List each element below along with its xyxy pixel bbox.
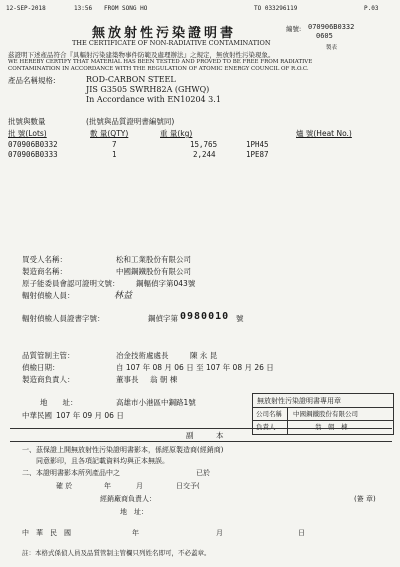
copy-roc-year: 年 bbox=[132, 529, 139, 537]
copy-confirm-label: 確 於 bbox=[56, 482, 73, 490]
copy-company-label: 經銷廠商負責人： bbox=[100, 495, 156, 503]
addr-value: 高雄市小港區中鋼路1號 bbox=[116, 398, 196, 407]
rep-name: 翁 朝 棟 bbox=[150, 375, 178, 384]
intro-en-2: CONTAMINATION IN ACCORDANCE WITH THE REGULATION OF ATOMIC ENERGY COUNCIL OF R.O.C. bbox=[8, 66, 309, 72]
lot-row-2-qty: 1 bbox=[112, 150, 117, 159]
lots-header-weight: 重 量(kg) bbox=[160, 129, 193, 138]
rep-label: 製造商負責人： bbox=[22, 375, 75, 384]
copy-section-title: 副 本 bbox=[186, 431, 224, 440]
copy-item1-b: 同意影印，且各項記載資料均與正本無誤。 bbox=[36, 457, 169, 465]
chief-value: 冶金技術處處長 bbox=[116, 351, 169, 360]
license-number: 0980010 bbox=[180, 311, 230, 322]
product-line1: ROD-CARBON STEEL bbox=[86, 75, 176, 84]
lot-row-1-qty: 7 bbox=[112, 140, 117, 149]
lots-header-qty: 數 量(QTY) bbox=[90, 129, 129, 138]
fax-from: FROM SONG HO bbox=[104, 5, 148, 12]
copy-roc-day: 日 bbox=[298, 529, 305, 537]
stamp-title: 無放射性污染證明書專用章 bbox=[257, 397, 341, 405]
copy-sign: (簽 章) bbox=[354, 495, 376, 503]
cert-no-line1: 070906B0332 bbox=[308, 23, 355, 31]
license-label: 輻射偵檢人員證書字號： bbox=[22, 314, 105, 323]
fax-time: 13:56 bbox=[74, 5, 93, 12]
lots-label: 批號與數量 bbox=[8, 117, 46, 126]
lot-row-1-weight: 15,765 bbox=[190, 140, 218, 149]
lot-row-2-heat: 1PE87 bbox=[246, 150, 269, 159]
copy-month: 月 bbox=[136, 482, 143, 490]
intro-cn: 茲證明下述產品符合『具輻射污染建築物事件防範及處理辦法』之規定，無放射性污染現象。 bbox=[8, 51, 275, 59]
chief-name: 陳 永 昆 bbox=[190, 351, 218, 360]
license-prefix: 鋼偵字第 bbox=[148, 314, 178, 323]
inspector-signature: 林益 bbox=[114, 291, 133, 301]
lot-row-2-lot: 070906B0333 bbox=[8, 150, 58, 159]
fax-date: 12-SEP-2018 bbox=[6, 5, 46, 12]
title-en: THE CERTIFICATE OF NON-RADIATIVE CONTAMINATION bbox=[72, 39, 271, 47]
council-value: 鋼輻偵字第043號 bbox=[136, 279, 196, 288]
stamp-company-label: 公司名稱 bbox=[256, 410, 282, 418]
license-suffix: 號 bbox=[236, 314, 244, 323]
date-value: 107 年 09 月 06 日 bbox=[56, 411, 124, 420]
maker-label: 製造商名稱： bbox=[22, 267, 67, 276]
cert-no-line2: 0605 bbox=[316, 32, 333, 40]
sub-right: 製表 bbox=[326, 45, 338, 51]
buyer-value: 松和工業股份有限公司 bbox=[116, 255, 191, 264]
section-divider-top bbox=[10, 428, 392, 429]
copy-year: 年 bbox=[104, 482, 111, 490]
period-value: 自 107 年 08 月 06 日 至 107 年 08 月 26 日 bbox=[116, 363, 274, 372]
copy-addr-label: 地 址： bbox=[120, 508, 148, 516]
chief-label: 品質管制主管： bbox=[22, 351, 75, 360]
cert-no-label: 編號: bbox=[286, 25, 302, 33]
footer-note: 註：本格式係偵人員及品質管制主管欄只列姓名即可，不必蓋章。 bbox=[22, 549, 211, 557]
title-cn: 無放射性污染證明書 bbox=[92, 26, 237, 41]
copy-item1-a: 一、茲保證上開無放射性污染證明書影本，係經原製造商(經銷商) bbox=[22, 446, 224, 454]
lots-note: (批號與品質證明書編號同) bbox=[86, 117, 175, 126]
copy-roc: 中 華 民 國 bbox=[22, 529, 71, 537]
product-line3: In Accordance with EN10204 3.1 bbox=[86, 95, 221, 104]
product-line2: JIS G3505 SWRH82A (GHWQ) bbox=[86, 85, 210, 94]
council-label: 原子能委員會認可證明文號： bbox=[22, 279, 120, 288]
product-label: 產品名稱規格: bbox=[8, 76, 56, 85]
section-divider-bottom bbox=[10, 441, 392, 442]
maker-value: 中國鋼鐵股份有限公司 bbox=[116, 267, 191, 276]
lots-header-lot: 批 號(Lots) bbox=[8, 129, 47, 138]
fax-page: P.03 bbox=[364, 5, 379, 12]
lot-row-2-weight: 2,244 bbox=[193, 150, 216, 159]
copy-item2-mid: 已於 bbox=[196, 469, 210, 477]
inspector-label: 輻射偵檢人員： bbox=[22, 291, 75, 300]
lot-row-1-heat: 1PH45 bbox=[246, 140, 269, 149]
period-label: 偵檢日期： bbox=[22, 363, 60, 372]
lot-row-1-lot: 070906B0332 bbox=[8, 140, 58, 149]
fax-to: TO 033296119 bbox=[254, 5, 298, 12]
copy-deliver: 日交予( bbox=[176, 482, 200, 490]
addr-label: 地 址： bbox=[40, 398, 78, 407]
lots-header-heat: 爐 號(Heat No.) bbox=[296, 129, 352, 138]
stamp-rep-label: 負責人 bbox=[256, 423, 276, 431]
buyer-label: 買受人名稱： bbox=[22, 255, 67, 264]
stamp-company-value: 中國鋼鐵股份有限公司 bbox=[293, 410, 358, 418]
date-label: 中華民國 bbox=[22, 411, 52, 420]
intro-en-1: WE HEREBY CERTIFY THAT MATERIAL HAS BEEN TESTED AND PROVED TO BE FREE FROM RADIATIVE bbox=[8, 59, 313, 65]
stamp-rep-value: 翁 朝 棟 bbox=[315, 423, 348, 431]
copy-roc-month: 月 bbox=[216, 529, 223, 537]
rep-title: 董事長 bbox=[116, 375, 139, 384]
copy-item2: 二、本證明書影本所列產品中之 bbox=[22, 469, 120, 477]
